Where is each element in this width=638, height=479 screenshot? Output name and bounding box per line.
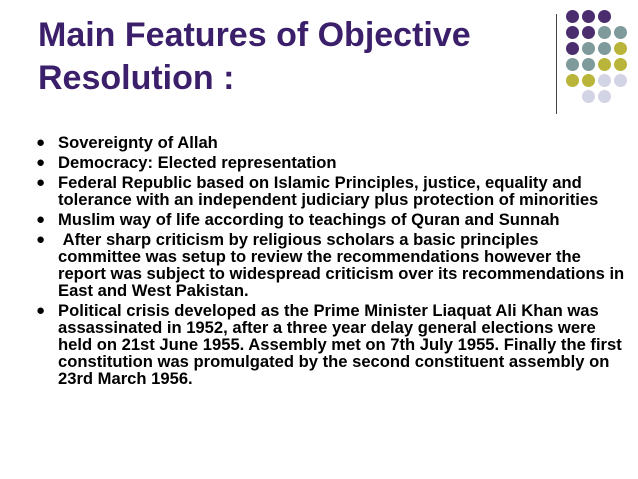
bullet-item xyxy=(36,302,626,387)
bullet-item xyxy=(36,154,626,171)
decorative-dot xyxy=(598,90,611,103)
bullet-text: Political crisis developed as the Prime Minister Liaquat Ali Khan was assassinated in 1952, after a three year delay general elections were held on 21st June 1955. Assembly met on 7th July 1955. Finally the first constitution was promulgated by the second constituent assembly on 23rd March 1956. xyxy=(58,301,622,388)
decorative-dot xyxy=(582,90,595,103)
decorative-dot xyxy=(582,74,595,87)
decorative-dot xyxy=(582,26,595,39)
bullet-item xyxy=(36,230,629,300)
bullet-text: Federal Republic based on Islamic Principles, justice, equality and tolerance with an independent judiciary plus protection of minorities xyxy=(58,173,599,209)
decorative-dot xyxy=(598,26,611,39)
bullet-text: Sovereignty of Allah xyxy=(58,133,218,152)
slide-title xyxy=(38,14,538,100)
bullet-item xyxy=(36,134,626,151)
decorative-dot xyxy=(614,26,627,39)
decorative-dot xyxy=(614,42,627,55)
slide-title-line1: Main Features of Objective xyxy=(38,16,471,54)
bullet-text: After sharp criticism by religious scholars a basic principles committee was setup to review the recommendations however the report was subject to widespread criticism over its recommendations in East and West Pakistan. xyxy=(58,230,629,300)
title-divider xyxy=(556,14,557,114)
bullet-icon: ● xyxy=(36,174,46,191)
decorative-dot xyxy=(598,42,611,55)
decorative-dot xyxy=(598,58,611,71)
decorative-dot xyxy=(566,26,579,39)
decorative-dot xyxy=(582,58,595,71)
bullet-icon: ● xyxy=(36,302,46,319)
bullet-icon: ● xyxy=(36,154,46,171)
bullet-icon: ● xyxy=(36,134,46,151)
decorative-dot xyxy=(566,58,579,71)
decorative-dot xyxy=(614,58,627,71)
bullet-text: Muslim way of life according to teachings of Quran and Sunnah xyxy=(58,210,560,229)
decorative-dot xyxy=(582,42,595,55)
bullet-item xyxy=(36,174,626,208)
bullet-item xyxy=(36,211,626,228)
bullet-text: Democracy: Elected representation xyxy=(58,153,337,172)
decorative-dot xyxy=(582,10,595,23)
bullet-icon: ● xyxy=(36,211,46,228)
decorative-dot xyxy=(598,74,611,87)
bullet-list xyxy=(36,133,629,390)
decorative-dot xyxy=(566,42,579,55)
decorative-dot xyxy=(566,10,579,23)
bullet-icon: ● xyxy=(36,231,46,248)
decorative-dot xyxy=(566,74,579,87)
slide-title-line2: Resolution : xyxy=(38,59,235,97)
decorative-dot xyxy=(598,10,611,23)
decorative-dot xyxy=(614,74,627,87)
